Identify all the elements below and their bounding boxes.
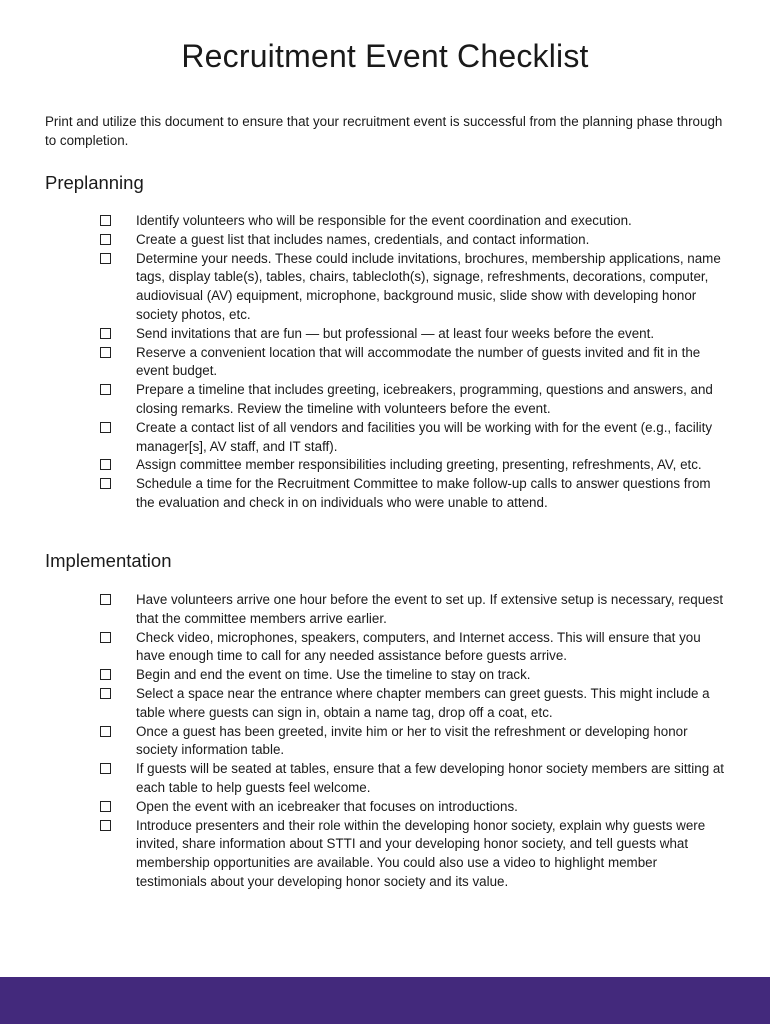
checklist-item: [98, 723, 728, 761]
checkbox-icon[interactable]: [100, 632, 111, 643]
checkbox-icon[interactable]: [100, 384, 111, 395]
checkbox-icon[interactable]: [100, 820, 111, 831]
checkbox-icon[interactable]: [100, 422, 111, 433]
checklist-item-text: Create a contact list of all vendors and facilities you will be working with for the event (e.g., facility manager[s], AV staff, and IT staff).: [136, 419, 713, 454]
checklist-item: [98, 798, 728, 817]
checkbox-icon[interactable]: [100, 215, 111, 226]
checklist-item-text: Reserve a convenient location that will accommodate the number of guests invited and fit in the event budget.: [136, 344, 701, 379]
footer-bar: [0, 977, 770, 1024]
checkbox-icon[interactable]: [100, 801, 111, 812]
checkbox-icon[interactable]: [100, 328, 111, 339]
checkbox-icon[interactable]: [100, 253, 111, 264]
checklist-item: [98, 475, 728, 513]
implementation-checklist: [98, 591, 728, 892]
checklist-item: [98, 419, 728, 457]
intro-paragraph: Print and utilize this document to ensure that your recruitment event is successful from the planning phase through to completion.: [45, 114, 723, 148]
checklist-item-text: Identify volunteers who will be responsible for the event coordination and execution.: [136, 213, 632, 228]
checklist-item-text: Once a guest has been greeted, invite him or her to visit the refreshment or developing honor society information table.: [136, 723, 688, 758]
checklist-item: [98, 666, 728, 685]
checklist-item: [98, 212, 728, 231]
checkbox-icon[interactable]: [100, 594, 111, 605]
preplanning-checklist: [98, 212, 728, 513]
checklist-item: [98, 250, 728, 325]
checklist-item-text: Check video, microphones, speakers, computers, and Internet access. This will ensure that you have enough time to call for any needed assistance before guests arrive.: [136, 629, 701, 664]
checklist-item-text: Prepare a timeline that includes greeting, icebreakers, programming, questions and answers, and closing remarks. Review the timeline with volunteers before the event.: [136, 382, 713, 416]
checkbox-icon[interactable]: [100, 234, 111, 245]
checkbox-icon[interactable]: [100, 459, 111, 470]
checklist-item-text: Create a guest list that includes names, credentials, and contact information.: [136, 231, 590, 247]
checklist-item: [98, 685, 728, 723]
checklist-item: [98, 760, 728, 798]
checkbox-icon[interactable]: [100, 763, 111, 774]
checklist-item: [98, 381, 728, 419]
checkbox-icon[interactable]: [100, 688, 111, 699]
checklist-item-text: Begin and end the event on time. Use the timeline to stay on track.: [136, 667, 531, 683]
preplanning-heading: Preplanning: [45, 172, 144, 193]
checklist-item-text: Have volunteers arrive one hour before the event to set up. If extensive setup is necessary, request that the committee members arrive earlier.: [136, 592, 724, 626]
checklist-item: [98, 344, 728, 382]
page-title: Recruitment Event Checklist: [181, 38, 589, 74]
checklist-item: [98, 231, 728, 250]
checklist-item-text: Select a space near the entrance where chapter members can greet guests. This might include a table where guests can sign in, obtain a name tag, drop off a coat, etc.: [136, 685, 710, 720]
checklist-item: [98, 629, 728, 667]
checklist-item: [98, 325, 728, 344]
checkbox-icon[interactable]: [100, 347, 111, 358]
checklist-item: [98, 591, 728, 629]
checklist-item-text: Assign committee member responsibilities including greeting, presenting, refreshments, AV, etc.: [136, 457, 702, 473]
checklist-item-text: Schedule a time for the Recruitment Committee to make follow-up calls to answer questions from the evaluation and check in on individuals who were unable to attend.: [136, 476, 711, 510]
checklist-item: [98, 456, 728, 475]
checkbox-icon[interactable]: [100, 726, 111, 737]
checklist-item-text: Open the event with an icebreaker that focuses on introductions.: [136, 798, 518, 814]
checklist-item: [98, 817, 728, 892]
checkbox-icon[interactable]: [100, 669, 111, 680]
checklist-item-text: If guests will be seated at tables, ensure that a few developing honor society members are sitting at each table to help guests feel welcome.: [136, 761, 725, 795]
checklist-item-text: Determine your needs. These could include invitations, brochures, membership applications, name tags, display table(s), tables, chairs, tablecloth(s), signage, refreshments, decorations, computer, audiovisual (AV) equipment, microphone, background music, slide show with developing honor society photos, etc.: [136, 250, 721, 322]
checklist-item-text: Introduce presenters and their role within the developing honor society, explain why guests were invited, share information about STTI and your developing honor society, and tell guests what membership opportunities are available. You could also use a video to highlight member testimonials about your developing honor society and its value.: [136, 817, 706, 889]
checklist-item-text: Send invitations that are fun — but professional — at least four weeks before the event.: [136, 325, 655, 341]
checkbox-icon[interactable]: [100, 478, 111, 489]
implementation-heading: Implementation: [45, 550, 172, 571]
